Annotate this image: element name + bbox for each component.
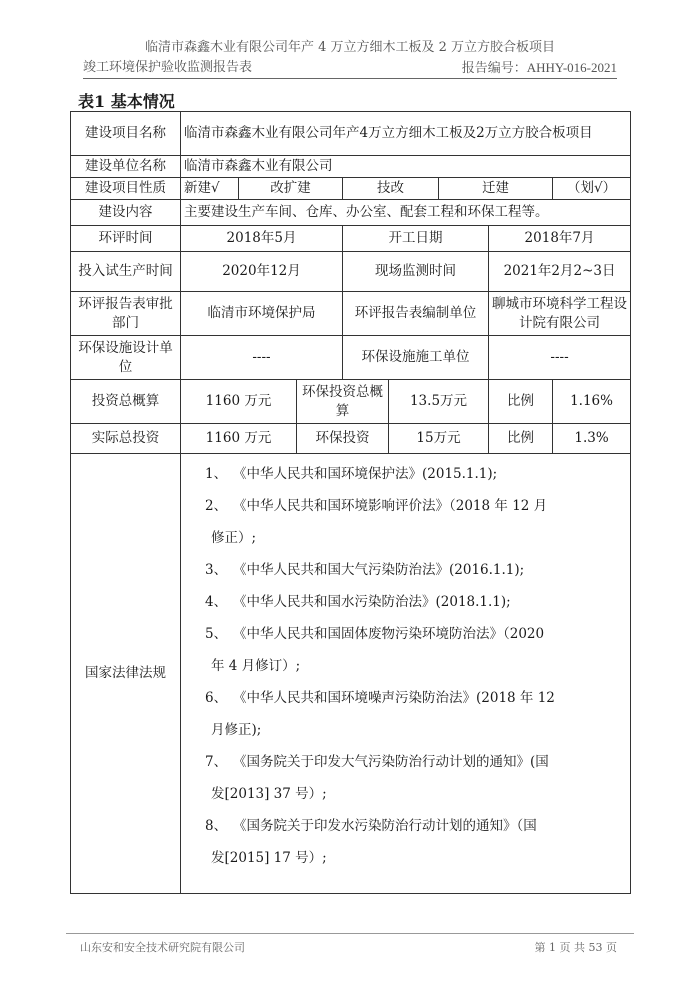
ratio-label: 比例 bbox=[489, 380, 553, 424]
actual-investment-value: 1160 万元 bbox=[181, 424, 297, 454]
table-row bbox=[71, 178, 631, 200]
page-footer bbox=[80, 939, 617, 955]
nature-option-tech: 技改 bbox=[343, 178, 439, 200]
nature-option-move: 迁建 bbox=[439, 178, 553, 200]
list-item: 1、 《中华人民共和国环境保护法》(2015.1.1); bbox=[205, 466, 498, 482]
table-row bbox=[71, 112, 631, 156]
env-investment-label: 环保投资 bbox=[297, 424, 389, 454]
eia-time-value: 2018年5月 bbox=[181, 226, 343, 252]
env-investment-estimate-value: 13.5万元 bbox=[389, 380, 489, 424]
unit-label: 建设单位名称 bbox=[71, 156, 181, 178]
table-row bbox=[71, 156, 631, 178]
compile-label: 环评报告表编制单位 bbox=[343, 292, 489, 336]
header-project-title: 临清市森鑫木业有限公司年产 4 万立方细木工板及 2 万立方胶合板项目 bbox=[144, 40, 556, 55]
trial-value: 2020年12月 bbox=[181, 252, 343, 292]
table-row bbox=[71, 336, 631, 380]
table-row bbox=[71, 226, 631, 252]
env-investment-value: 15万元 bbox=[389, 424, 489, 454]
project-name-label: 建设项目名称 bbox=[71, 112, 181, 156]
approve-value: 临清市环境保护局 bbox=[181, 292, 343, 336]
unit-value: 临清市森鑫木业有限公司 bbox=[181, 156, 631, 178]
investment-estimate-label: 投资总概算 bbox=[71, 380, 181, 424]
page-header bbox=[83, 38, 617, 79]
header-report-type: 竣工环境保护验收监测报告表 bbox=[83, 60, 253, 75]
table-row bbox=[71, 200, 631, 226]
header-report-number: 报告编号：AHHY-016-2021 bbox=[461, 60, 617, 75]
ratio-value: 1.3% bbox=[553, 424, 631, 454]
start-date-value: 2018年7月 bbox=[489, 226, 631, 252]
table-row bbox=[71, 380, 631, 424]
nature-option-new: 新建√ bbox=[181, 178, 239, 200]
footer-page-number: 第 1 页 共 53 页 bbox=[534, 941, 617, 954]
list-item: 6、 《中华人民共和国环境噪声污染防治法》(2018 年 12 月修正); bbox=[205, 690, 555, 738]
nature-option-note: （划√） bbox=[553, 178, 631, 200]
construct-label: 环保设施施工单位 bbox=[343, 336, 489, 380]
nature-option-expand: 改扩建 bbox=[239, 178, 343, 200]
list-item: 8、 《国务院关于印发水污染防治行动计划的通知》（国 发[2015] 17 号）; bbox=[205, 818, 537, 866]
trial-label: 投入试生产时间 bbox=[71, 252, 181, 292]
table-title: 表1 基本情况 bbox=[78, 92, 175, 111]
eia-time-label: 环评时间 bbox=[71, 226, 181, 252]
content-value: 主要建设生产车间、仓库、办公室、配套工程和环保工程等。 bbox=[181, 200, 631, 226]
list-item: 7、 《国务院关于印发大气污染防治行动计划的通知》(国 发[2013] 37 号）; bbox=[205, 754, 549, 802]
list-item: 3、 《中华人民共和国大气污染防治法》(2016.1.1); bbox=[205, 562, 525, 578]
basic-info-table bbox=[70, 111, 631, 894]
content-label: 建设内容 bbox=[71, 200, 181, 226]
list-item: 2、 《中华人民共和国环境影响评价法》（2018 年 12 月 修正）; bbox=[205, 498, 548, 546]
ratio-value: 1.16% bbox=[553, 380, 631, 424]
ratio-label: 比例 bbox=[489, 424, 553, 454]
nature-label: 建设项目性质 bbox=[71, 178, 181, 200]
project-name-value: 临清市森鑫木业有限公司年产4万立方细木工板及2万立方胶合板项目 bbox=[181, 112, 631, 156]
table-row bbox=[71, 424, 631, 454]
design-label: 环保设施设计单位 bbox=[71, 336, 181, 380]
actual-investment-label: 实际总投资 bbox=[71, 424, 181, 454]
construct-value: ---- bbox=[489, 336, 631, 380]
list-item: 5、 《中华人民共和国固体废物污染环境防治法》（2020 年 4 月修订）; bbox=[205, 626, 545, 674]
laws-list bbox=[181, 454, 631, 894]
header-subtitle-row bbox=[83, 58, 617, 79]
start-date-label: 开工日期 bbox=[343, 226, 489, 252]
design-value: ---- bbox=[181, 336, 343, 380]
approve-label: 环评报告表审批部门 bbox=[71, 292, 181, 336]
monitor-time-value: 2021年2月2~3日 bbox=[489, 252, 631, 292]
monitor-time-label: 现场监测时间 bbox=[343, 252, 489, 292]
laws-label: 国家法律法规 bbox=[71, 454, 181, 894]
footer-company: 山东安和安全技术研究院有限公司 bbox=[80, 941, 245, 954]
list-item: 4、 《中华人民共和国水污染防治法》(2018.1.1); bbox=[205, 594, 511, 610]
compile-value: 聊城市环境科学工程设计院有限公司 bbox=[489, 292, 631, 336]
table-row bbox=[71, 292, 631, 336]
footer-divider bbox=[66, 933, 634, 934]
table-row bbox=[71, 252, 631, 292]
table-row bbox=[71, 454, 631, 894]
investment-estimate-value: 1160 万元 bbox=[181, 380, 297, 424]
env-investment-estimate-label: 环保投资总概算 bbox=[297, 380, 389, 424]
